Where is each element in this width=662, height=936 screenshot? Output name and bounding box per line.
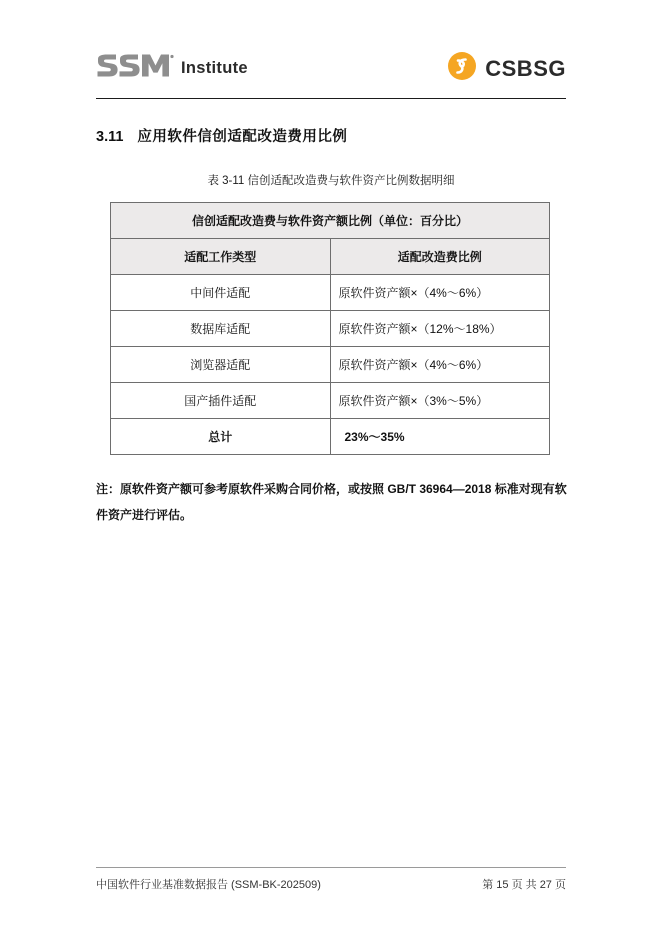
table-row (111, 311, 550, 347)
ssm-institute-logo (96, 53, 248, 84)
ssm-institute-label: Institute (181, 59, 248, 77)
table-row (111, 347, 550, 383)
footer-report-title: 中国软件行业基准数据报告 (SSM-BK-202509) (96, 879, 321, 891)
page-header (96, 38, 566, 99)
cell-cost-ratio: 原软件资产额×（3%～5%） (330, 383, 550, 419)
cell-cost-ratio: 原软件资产额×（4%～6%） (330, 347, 550, 383)
cell-work-type: 浏览器适配 (111, 347, 331, 383)
table-row (111, 383, 550, 419)
table-note: 注：原软件资产额可参考原软件采购合同价格，或按照 GB/T 36964—2018 标准对现有软件资产进行评估。 (96, 482, 567, 522)
section-number: 3.11 (96, 129, 124, 145)
column-header-work-type: 适配工作类型 (111, 239, 331, 275)
csbsg-swirl-icon (447, 51, 477, 86)
column-header-cost-ratio: 适配改造费比例 (330, 239, 550, 275)
page-footer (96, 867, 566, 892)
ssm-wordmark-icon (96, 53, 174, 84)
footer-page-number: 第 15 页 共 27 页 (482, 879, 566, 891)
table-header-row (111, 239, 550, 275)
csbsg-wordmark-label: CSBSG (485, 55, 566, 81)
section-title: 应用软件信创适配改造费用比例 (137, 129, 348, 145)
cell-work-type: 中间件适配 (111, 275, 331, 311)
cell-total-label: 总计 (111, 419, 331, 455)
cell-total-value: 23%～35% (330, 419, 550, 455)
table-row (111, 275, 550, 311)
table-title-row (111, 203, 550, 239)
cell-cost-ratio: 原软件资产额×（4%～6%） (330, 275, 550, 311)
section-heading (96, 125, 566, 146)
cell-work-type: 数据库适配 (111, 311, 331, 347)
cell-work-type: 国产插件适配 (111, 383, 331, 419)
adaptation-cost-table (110, 202, 550, 455)
csbsg-logo (447, 51, 566, 86)
table-total-row (111, 419, 550, 455)
cell-cost-ratio: 原软件资产额×（12%～18%） (330, 311, 550, 347)
table-caption: 表 3-11 信创适配改造费与软件资产比例数据明细 (207, 175, 455, 187)
table-title-cell: 信创适配改造费与软件资产额比例（单位：百分比） (111, 203, 550, 239)
